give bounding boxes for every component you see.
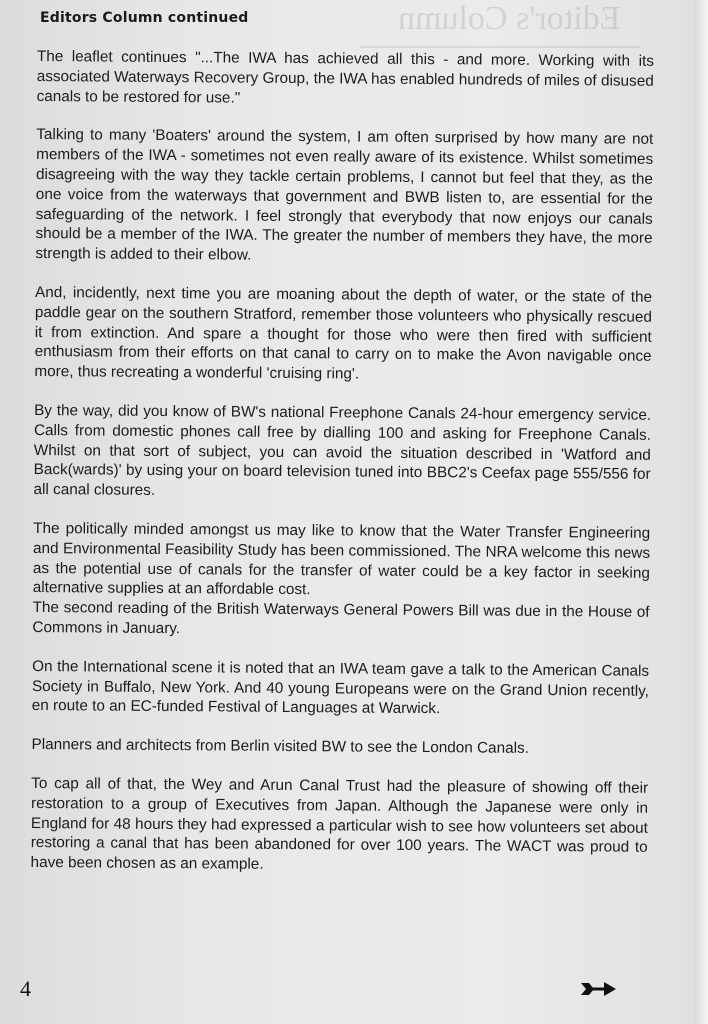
paragraph: To cap all of that, the Wey and Arun Canal Trust had the pleasure of showing off their restoration to a group of Executives from Japan. Although the Japanese were only in England for 48 hours they had expressed a particular wish to see how volunteers set about restoring a canal that has been abandoned for over 100 years. The WACT was proud to have been chosen as an example. [30,774,649,873]
paragraph: The politically minded amongst us may like to know that the Water Transfer Engineering and Environmental Feasibility Study has been commissioned. The NRA welcome this news as the potential use of canals for the transfer of water could be a key factor in seeking alternative supplies at an affordable cost. The second reading of the British Waterways General Powers Bill was due in the House of Commons in January. [32,519,651,638]
arrow-right-icon [580,980,618,998]
paragraph: By the way, did you know of BW's national Freephone Canals 24-hour emergency service. Calls from domestic phones call free by dialling 100 and asking for Freephone Canals. Whilst on that sort of subject, you can avoid the situation described in 'Watford and Back(wards)' by using your on board television tuned into BBC2's Ceefax page 555/556 for all canal closures. [33,401,652,500]
bleed-through-title: Editor's Column [398,0,621,37]
page-number: 4 [20,976,31,1001]
paragraph: The leaflet continues "...The IWA has achieved all this - and more. Working with its associated Waterways Recovery Group, the IWA has enabled hundreds of miles of disused canals to be restored for use." [36,47,654,107]
bleed-through-rule [360,46,640,48]
paragraph: Talking to many 'Boaters' around the system, I am often surprised by how many are not members of the IWA - sometimes not even really aware of its existence. Whilst sometimes disagreeing with the way they tackle certain problems, I cannot but feel that they, as the one voice from the waterways that government and BWB listen to, are essential for the safeguarding of the network. I feel strongly that everybody that now enjoys our canals should be a member of the IWA. The greater the number of members they have, the more strength is added to their elbow. [35,126,654,264]
page-edge [694,0,708,1024]
paragraph: On the International scene it is noted that an IWA team gave a talk to the American Canals Society in Buffalo, New York. And 40 young Europeans were on the Grand Union recently, en route to an EC-funded Festival of Languages at Warwick. [31,657,650,718]
section-header: Editors Column continued [40,10,249,26]
paragraph: Planners and architects from Berlin visited BW to see the London Canals. [31,736,529,757]
paragraph: And, incidently, next time you are moaning about the depth of water, or the state of the paddle gear on the southern Stratford, remember those volunteers who physically rescued it from extinction. And spare a thought for those who were then fired with sufficient enthusiasm from their efforts on that canal to carry on to make the Avon navigable once more, thus recreating a wonderful 'cruising ring'. [34,283,653,383]
article-body [30,47,654,897]
